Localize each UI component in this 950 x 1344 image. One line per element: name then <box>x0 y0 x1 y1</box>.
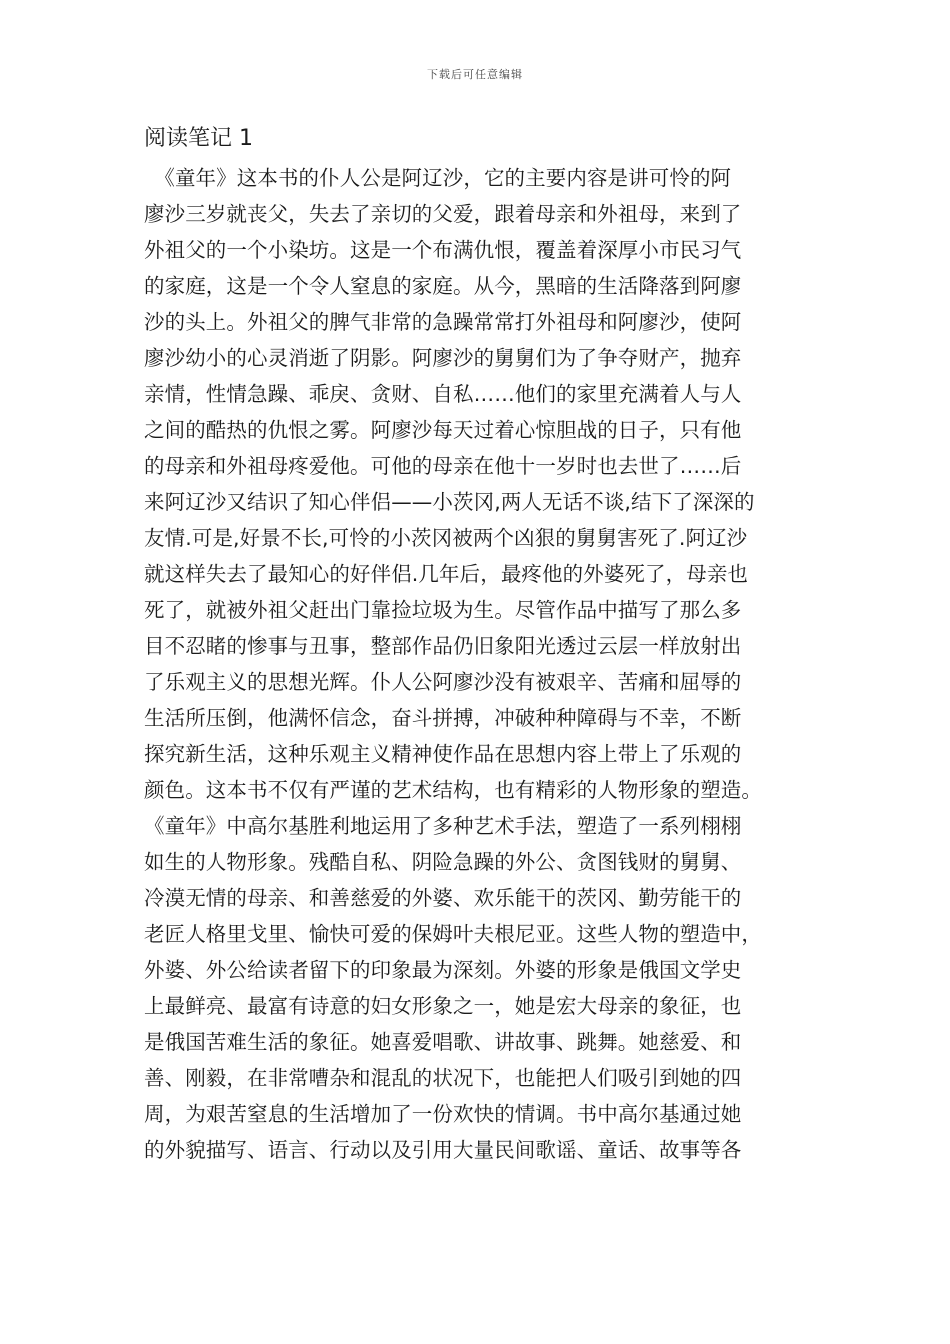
text-line: 外祖父的一个小染坊。这是一个布满仇恨，覆盖着深厚小市民习气 <box>144 238 742 262</box>
text-line: 的母亲和外祖母疼爱他。可他的母亲在他十一岁时也去世了……后 <box>144 454 742 478</box>
text-line: 《童年》这本书的仆人公是阿辽沙，它的主要内容是讲可怜的阿 <box>144 166 732 190</box>
text-line: 是俄国苦难生活的象征。她喜爱唱歌、讲故事、跳舞。她慈爱、和 <box>144 1030 742 1054</box>
text-line: 老匠人格里戈里、愉快可爱的保姆叶夫根尼亚。这些人物的塑造中， <box>144 922 762 946</box>
text-line: 上最鲜亮、最富有诗意的妇女形象之一，她是宏大母亲的象征，也 <box>144 994 742 1018</box>
text-line: 廖沙幼小的心灵消逝了阴影。阿廖沙的舅舅们为了争夺财产，抛弃 <box>144 346 742 370</box>
text-line: 目不忍睹的惨事与丑事，整部作品仍旧象阳光透过云层一样放射出 <box>144 634 742 658</box>
text-line: 的家庭，这是一个令人窒息的家庭。从今，黑暗的生活降落到阿廖 <box>144 274 742 298</box>
text-line: 死了，就被外祖父赶出门靠捡垃圾为生。尽管作品中描写了那么多 <box>144 598 742 622</box>
text-line: 善、刚毅，在非常嘈杂和混乱的状况下，也能把人们吸引到她的四 <box>144 1066 742 1090</box>
document-title: 阅读笔记 1 <box>144 126 253 151</box>
text-line: 的外貌描写、语言、行动以及引用大量民间歌谣、童话、故事等各 <box>144 1138 742 1162</box>
text-line: 冷漠无情的母亲、和善慈爱的外婆、欢乐能干的茨冈、勤劳能干的 <box>144 886 742 910</box>
text-line: 廖沙三岁就丧父，失去了亲切的父爱，跟着母亲和外祖母，来到了 <box>144 202 742 226</box>
text-line: 之间的酷热的仇恨之雾。阿廖沙每天过着心惊胆战的日子，只有他 <box>144 418 742 442</box>
text-line: 《童年》中高尔基胜利地运用了多种艺术手法，塑造了一系列栩栩 <box>144 814 742 838</box>
text-line: 沙的头上。外祖父的脾气非常的急躁常常打外祖母和阿廖沙，使阿 <box>144 310 742 334</box>
text-line: 如生的人物形象。残酷自私、阴险急躁的外公、贪图钱财的舅舅、 <box>144 850 742 874</box>
text-line: 颜色。这本书不仅有严谨的艺术结构，也有精彩的人物形象的塑造。 <box>144 778 762 802</box>
text-line: 探究新生活，这种乐观主义精神使作品在思想内容上带上了乐观的 <box>144 742 742 766</box>
document-body <box>144 160 814 1168</box>
text-line: 生活所压倒，他满怀信念，奋斗拼搏，冲破种种障碍与不幸，不断 <box>144 706 742 730</box>
text-line: 外婆、外公给读者留下的印象最为深刻。外婆的形象是俄国文学史 <box>144 958 742 982</box>
text-line: 就这样失去了最知心的好伴侣.几年后，最疼他的外婆死了，母亲也 <box>144 562 749 586</box>
text-line: 周，为艰苦窒息的生活增加了一份欢快的情调。书中高尔基通过她 <box>144 1102 742 1126</box>
text-line: 友情.可是,好景不长,可怜的小茨冈被两个凶狠的舅舅害死了.阿辽沙 <box>144 526 748 550</box>
text-line: 亲情，性情急躁、乖戾、贪财、自私……他们的家里充满着人与人 <box>144 382 742 406</box>
text-line: 来阿辽沙又结识了知心伴侣——小茨冈,两人无话不谈,结下了深深的 <box>144 490 755 514</box>
header-note: 下载后可任意编辑 <box>427 68 523 81</box>
text-line: 了乐观主义的思想光辉。仆人公阿廖沙没有被艰辛、苦痛和屈辱的 <box>144 670 742 694</box>
